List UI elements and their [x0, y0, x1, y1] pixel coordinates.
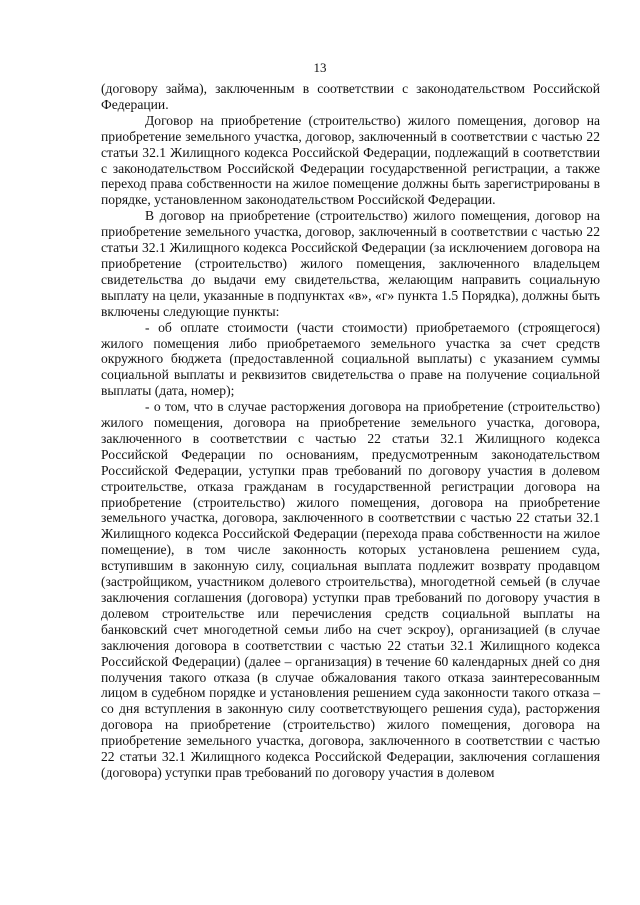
clause-payment: - об оплате стоимости (части стоимости) приобретаемого (строящегося) жилого помещения либо приобретаемого земельного участка за счет средств окружного бюджета (предоставленной социальной выплаты) с указанием суммы социальной выплаты и реквизитов свидетельства о праве на получение социальной выплаты (дата, номер);	[101, 319, 600, 399]
document-body	[101, 81, 600, 781]
paragraph-contract-clauses: В договор на приобретение (строительство) жилого помещения, договор на приобретение земельного участка, договор, заключенный в соответствии с частью 22 статьи 32.1 Жилищного кодекса Российской Федерации (за исключением договора на приобретение (строительство) жилого помещения, заключенного владельцем свидетельства до выдачи ему свидетельства, желающим направить социальную выплату на цели, указанные в подпунктах «в», «г» пункта 1.5 Порядка), должны быть включены следующие пункты:	[101, 208, 600, 319]
page-number: 13	[313, 60, 327, 75]
clause-refund: - о том, что в случае расторжения договора на приобретение (строительство) жилого помещения, договора на приобретение земельного участка, договора, заключенного в соответствии с частью 22 статьи 32.1 Жилищного кодекса Российской Федерации по основаниям, предусмотренным законодательством Российской Федерации, уступки прав требований по договору участия в долевом строительстве, отказа гражданам в государственной регистрации договора на приобретение (строительство) жилого помещения, договора на приобретение земельного участка, договора, заключенного в соответствии с частью 22 статьи 32.1 Жилищного кодекса Российской Федерации (перехода права собственности на жилое помещение), в том числе законность которых установлена решением суда, вступившим в законную силу, социальная выплата подлежит возврату продавцом (застройщиком, участником долевого строительства), многодетной семьей (в случае заключения соглашения (договора) уступки прав требований по договору участия в долевом строительстве или перечисления средств социальной выплаты на банковский счет многодетной семьи либо на счет эскроу), организацией (в случае заключения договора в соответствии с частью 22 статьи 32.1 Жилищного кодекса Российской Федерации) (далее – организация) в течение 60 календарных дней со дня получения такого отказа (в случае обжалования такого отказа заинтересованным лицом в судебном порядке и установления решением суда законности такого отказа – со дня вступления в законную силу соответствующего решения суда), расторжения договора на приобретение (строительство) жилого помещения, договора на приобретение земельного участка, договора, заключенного в соответствии с частью 22 статьи 32.1 Жилищного кодекса Российской Федерации, заключения соглашения (договора) уступки прав требований по договору участия в долевом	[101, 399, 600, 780]
paragraph-registration: Договор на приобретение (строительство) жилого помещения, договор на приобретение земельного участка, договор, заключенный в соответствии с частью 22 статьи 32.1 Жилищного кодекса Российской Федерации, подлежащий в соответствии с законодательством Российской Федерации государственной регистрации, а также переход права собственности на жилое помещение должны быть зарегистрированы в порядке, установленном законодательством Российской Федерации.	[101, 112, 600, 208]
paragraph-continuation: (договору займа), заключенным в соответствии с законодательством Российской Федерации.	[101, 81, 600, 112]
